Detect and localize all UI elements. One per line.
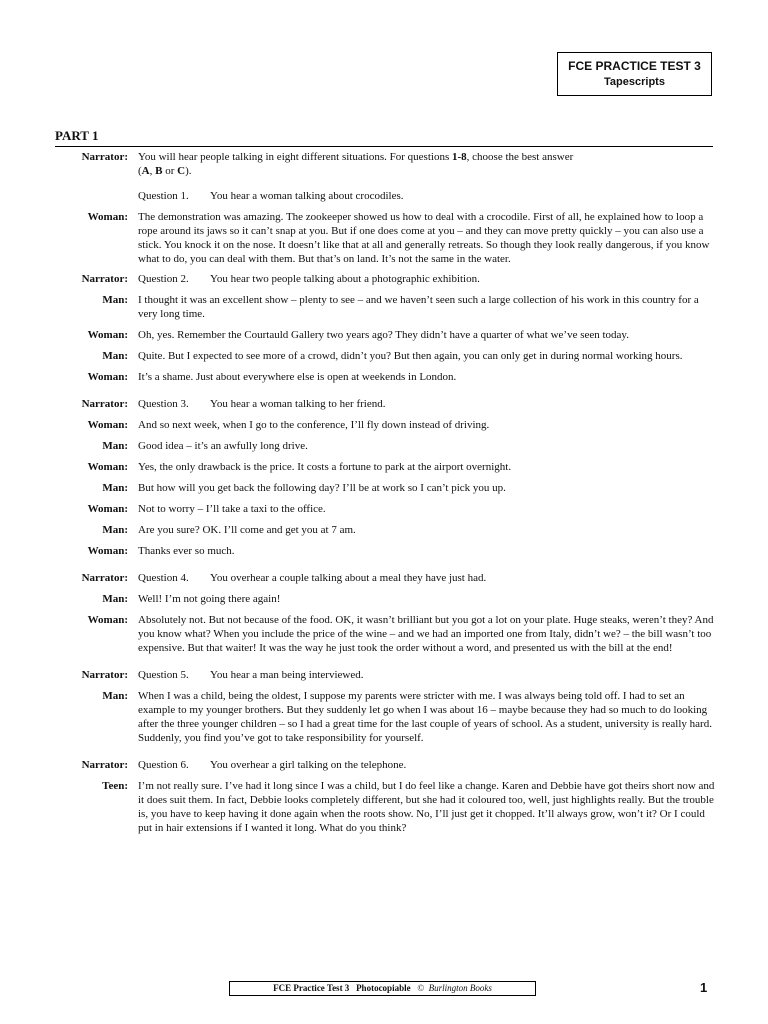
tapescript — [55, 150, 715, 835]
speaker-label: Man: — [102, 690, 128, 702]
footer-box — [229, 981, 536, 996]
question-5-header — [55, 668, 715, 682]
question-1-header — [55, 189, 715, 203]
intro-block — [55, 150, 715, 178]
dialogue-line — [55, 328, 715, 342]
question-3-header — [55, 397, 715, 411]
speaker-label: Narrator: — [81, 151, 128, 163]
dialogue-line — [55, 293, 715, 321]
speaker-label: Woman: — [87, 371, 128, 383]
line-text: I thought it was an excellent show – plenty to see – and we haven’t seen such a large collection of his work in this country for a very long time. — [138, 294, 699, 320]
question-6-header — [55, 758, 715, 772]
question-prompt: You hear a woman talking about crocodiles. — [210, 190, 404, 202]
speaker-label: Narrator: — [81, 572, 128, 584]
speaker-label: Teen: — [102, 780, 128, 792]
line-text: Absolutely not. But not because of the food. OK, it wasn’t brilliant but you got a lot on your plate. Huge steaks, weren’t they? And you know what? When you include the price of the wine – and we had an imported one from Italy, didn’t we? – the bill wasn’t too expensive. But that waiter! It was the way he just took the order without a word, and presented us with the bill at the end! — [138, 614, 714, 654]
speaker-label: Woman: — [87, 461, 128, 473]
part-title: PART 1 — [55, 128, 713, 147]
page-number: 1 — [700, 980, 708, 995]
test-subtitle: Tapescripts — [604, 76, 665, 88]
dialogue-line — [55, 460, 715, 474]
question-prompt: You overhear a couple talking about a meal they have just had. — [210, 572, 487, 584]
question-prompt: You overhear a girl talking on the telephone. — [210, 759, 407, 771]
speaker-label: Man: — [102, 524, 128, 536]
speaker-label: Woman: — [87, 545, 128, 557]
line-text: Thanks ever so much. — [138, 545, 235, 557]
dialogue-line — [55, 418, 715, 432]
footer-test-name: FCE Practice Test 3 — [273, 983, 350, 993]
dialogue-line — [55, 370, 715, 384]
question-4-header — [55, 571, 715, 585]
test-header-box — [557, 52, 712, 96]
speaker-label: Man: — [102, 294, 128, 306]
speaker-label: Narrator: — [81, 669, 128, 681]
footer-photocopiable: Photocopiable — [356, 983, 411, 993]
line-text: When I was a child, being the oldest, I suppose my parents were stricter with me. I was always being told off. I had to set an example to my younger brothers. But they suddenly let go when I was about 16 – maybe because they had so much to do looking after the three younger children – so I had a great time for the last couple of years of school. As a student, university is really hard. Suddenly, you find you’ve got to take responsibility for yourself. — [138, 690, 712, 744]
line-text: Well! I’m not going there again! — [138, 593, 281, 605]
speaker-label: Narrator: — [81, 273, 128, 285]
speaker-label: Man: — [102, 350, 128, 362]
dialogue-line — [55, 779, 715, 835]
dialogue-line — [55, 210, 715, 266]
question-prompt: You hear a woman talking to her friend. — [210, 398, 386, 410]
speaker-label: Woman: — [87, 211, 128, 223]
line-text: Oh, yes. Remember the Courtauld Gallery two years ago? They didn’t have a quarter of what we’ve seen today. — [138, 329, 629, 341]
question-label: Question 1. — [138, 190, 189, 202]
intro-text: You will hear people talking in eight different situations. For questions 1-8, choose the best answer (A, B or C). — [138, 151, 574, 177]
speaker-label: Narrator: — [81, 398, 128, 410]
line-text: Good idea – it’s an awfully long drive. — [138, 440, 308, 452]
question-prompt: You hear a man being interviewed. — [210, 669, 364, 681]
dialogue-line — [55, 481, 715, 495]
dialogue-line — [55, 523, 715, 537]
question-label: Question 5. — [138, 669, 189, 681]
dialogue-line — [55, 689, 715, 745]
questions-range: 1-8 — [451, 151, 467, 163]
dialogue-line — [55, 592, 715, 606]
footer-publisher: Burlington Books — [428, 983, 492, 993]
speaker-label: Woman: — [87, 419, 128, 431]
dialogue-line — [55, 349, 715, 363]
line-text: And so next week, when I go to the conference, I’ll fly down instead of driving. — [138, 419, 490, 431]
dialogue-line — [55, 502, 715, 516]
speaker-label: Man: — [102, 440, 128, 452]
line-text: It’s a shame. Just about everywhere else is open at weekends in London. — [138, 371, 457, 383]
line-text: Not to worry – I’ll take a taxi to the office. — [138, 503, 326, 515]
question-2-header — [55, 272, 715, 286]
speaker-label: Man: — [102, 593, 128, 605]
question-prompt: You hear two people talking about a photographic exhibition. — [210, 273, 480, 285]
speaker-label: Man: — [102, 482, 128, 494]
line-text: Quite. But I expected to see more of a crowd, didn’t you? But then again, you can only get in during normal working hours. — [138, 350, 683, 362]
line-text: But how will you get back the following day? I’ll be at work so I can’t pick you up. — [138, 482, 506, 494]
dialogue-line — [55, 544, 715, 558]
line-text: The demonstration was amazing. The zookeeper showed us how to deal with a crocodile. First of all, he explained how to loop a rope around its jaws so it can’t snap at you. But if one does come at you – and they can move pretty quickly – you can also use a stick. You knock it on the nose. It doesn’t like that at all and generally retreats. So though they look really dangerous, if you know what to do, you can deal with them. But that’s on land. It’s not the same in the water. — [138, 211, 710, 265]
dialogue-line — [55, 613, 715, 655]
test-title: FCE PRACTICE TEST 3 — [568, 59, 701, 73]
line-text: Yes, the only drawback is the price. It costs a fortune to park at the airport overnight. — [138, 461, 512, 473]
line-text: I’m not really sure. I’ve had it long since I was a child, but I do feel like a change. Karen and Debbie have got theirs short now and it does suit them. In fact, Debbie looks completely different, but she had it coloured too, well, just highlights really. But the trouble is, you have to keep having it done again when the roots show. No, I’ll just get it chopped. It’ll always grow, won’t it? Or I could put in hair extensions if I wanted it long. What do you think? — [138, 780, 715, 834]
line-text: Are you sure? OK. I’ll come and get you at 7 am. — [138, 524, 356, 536]
question-label: Question 4. — [138, 572, 189, 584]
speaker-label: Woman: — [87, 329, 128, 341]
question-label: Question 6. — [138, 759, 189, 771]
speaker-label: Woman: — [87, 614, 128, 626]
question-label: Question 2. — [138, 273, 189, 285]
speaker-label: Woman: — [87, 503, 128, 515]
dialogue-line — [55, 439, 715, 453]
question-label: Question 3. — [138, 398, 189, 410]
copyright-icon: © — [417, 983, 425, 993]
speaker-label: Narrator: — [81, 759, 128, 771]
